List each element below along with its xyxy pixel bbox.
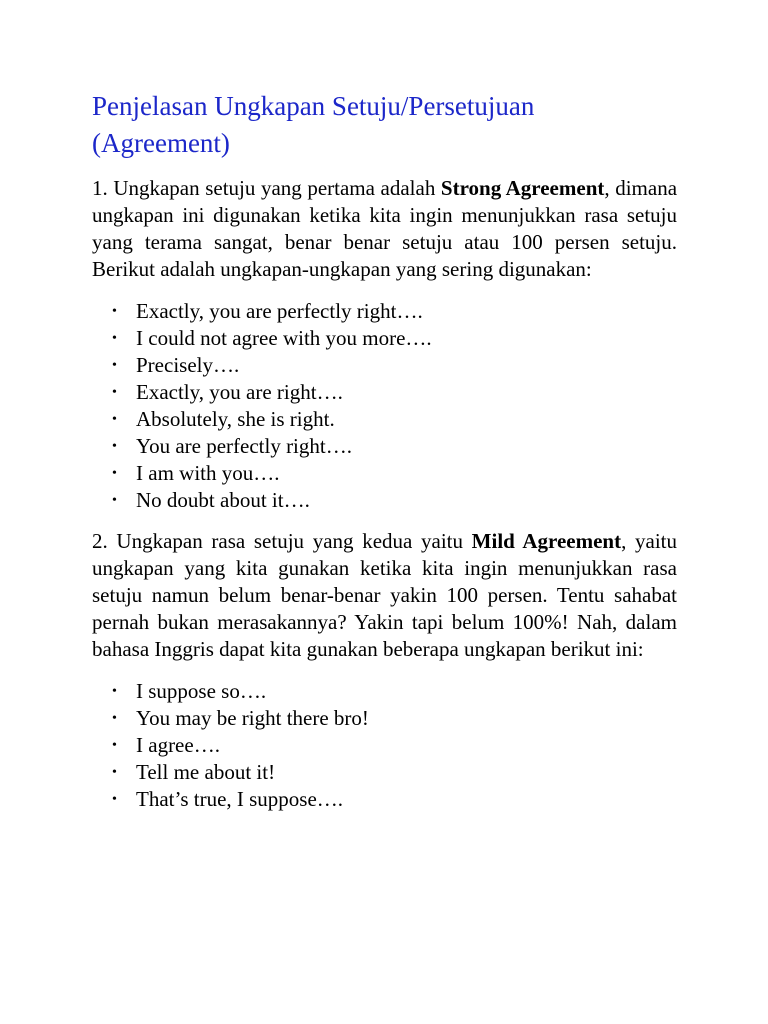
list-item-text: That’s true, I suppose…. (136, 787, 344, 811)
section1-intro-before: 1. Ungkapan setuju yang pertama adalah (92, 176, 441, 200)
list-item (92, 487, 677, 514)
list-item (92, 352, 677, 379)
strong-agreement-list (92, 298, 677, 514)
bullet-icon: • (112, 331, 117, 346)
bullet-icon: • (112, 684, 117, 699)
bullet-icon: • (112, 358, 117, 373)
list-item-text: No doubt about it…. (136, 488, 310, 512)
bullet-icon: • (112, 439, 117, 454)
bullet-icon: • (112, 304, 117, 319)
mild-agreement-list (92, 678, 677, 813)
section2-intro-after: , yaitu ungkapan yang kita gunakan ketika kita ingin menunjukkan rasa setuju namun belum benar-benar yakin 100 persen. Tentu sahabat pernah bukan merasakannya? Yakin tapi belum 100%! Nah, dalam bahasa Inggris dapat kita gunakan beberapa ungkapan berikut ini: (92, 529, 678, 661)
bullet-icon: • (112, 765, 117, 780)
bullet-icon: • (112, 466, 117, 481)
list-item (92, 298, 677, 325)
list-item-text: You are perfectly right…. (136, 434, 352, 458)
list-item-text: Precisely…. (136, 353, 240, 377)
list-item-text: Tell me about it! (136, 760, 276, 784)
bullet-icon: • (112, 493, 117, 508)
bullet-icon: • (112, 711, 117, 726)
bullet-icon: • (112, 385, 117, 400)
list-item-text: I suppose so…. (136, 679, 267, 703)
mild-agreement-term: Mild Agreement (471, 529, 622, 553)
list-item (92, 732, 677, 759)
list-item (92, 379, 677, 406)
document-page (92, 88, 677, 813)
list-item-text: I agree…. (136, 733, 220, 757)
list-item-text: Exactly, you are right…. (136, 380, 343, 404)
list-item (92, 433, 677, 460)
list-item (92, 325, 677, 352)
page-title: Penjelasan Ungkapan Setuju/Persetujuan (Agreement) (92, 91, 535, 158)
list-item-text: I could not agree with you more…. (136, 326, 432, 350)
list-item-text: Absolutely, she is right. (136, 407, 335, 431)
list-item-text: You may be right there bro! (136, 706, 369, 730)
section1-intro-after: , dimana ungkapan ini digunakan ketika kita ingin menunjukkan rasa setuju yang terama sangat, benar benar setuju atau 100 persen setuju. Berikut adalah ungkapan-ungkapan yang sering digunakan: (92, 176, 678, 281)
list-item (92, 460, 677, 487)
list-item-text: I am with you…. (136, 461, 280, 485)
list-item (92, 759, 677, 786)
strong-agreement-term: Strong Agreement (440, 176, 605, 200)
list-item-text: Exactly, you are perfectly right…. (136, 299, 423, 323)
section1-paragraph (92, 175, 677, 283)
section2-intro-before: 2. Ungkapan rasa setuju yang kedua yaitu (92, 529, 472, 553)
list-item (92, 786, 677, 813)
bullet-icon: • (112, 792, 117, 807)
bullet-icon: • (112, 738, 117, 753)
list-item (92, 406, 677, 433)
list-item (92, 678, 677, 705)
bullet-icon: • (112, 412, 117, 427)
section2-paragraph (92, 528, 677, 663)
list-item (92, 705, 677, 732)
